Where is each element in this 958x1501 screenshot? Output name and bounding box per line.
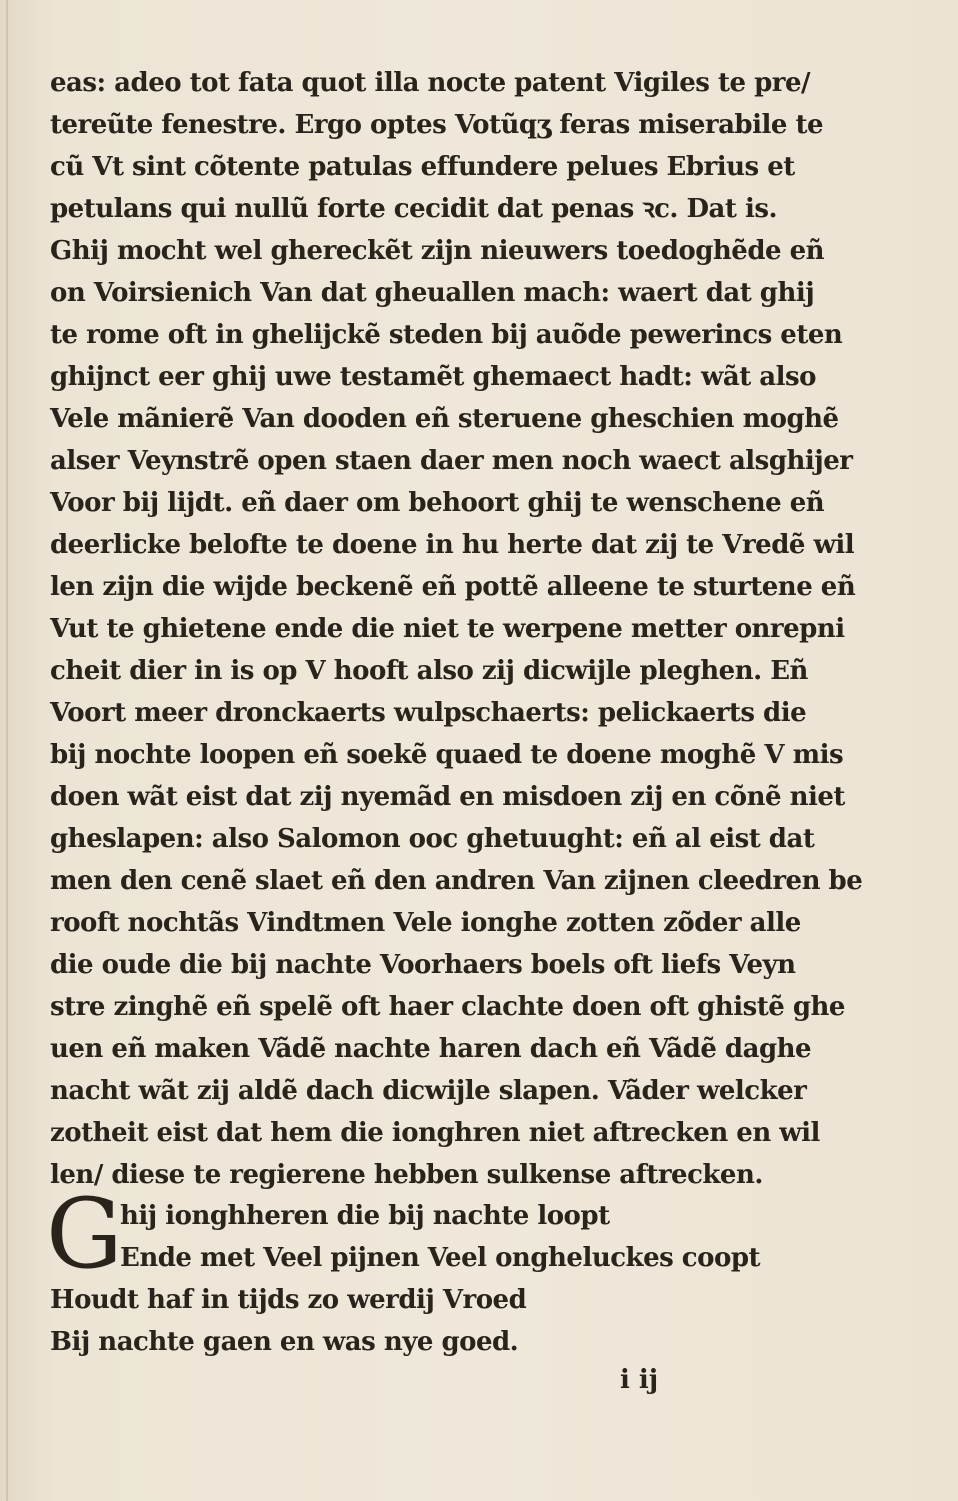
signature-mark: i ij	[620, 1365, 659, 1395]
verse-block	[50, 1195, 810, 1363]
text-line: men den cenẽ slaet eñ den andren Van zijnen cleedren be	[50, 866, 863, 896]
text-line: Vele mãnierẽ Van dooden eñ steruene gheschien moghẽ	[50, 404, 839, 434]
page-gutter	[6, 0, 8, 1501]
verse-line: Ende met Veel pijnen Veel ongheluckes coopt	[120, 1243, 761, 1273]
text-line: cũ Vt sint cõtente patulas effundere pelues Ebrius et	[50, 152, 795, 182]
text-line: nacht wãt zij aldẽ dach dicwijle slapen. Vãder welcker	[50, 1076, 807, 1106]
text-line: len/ diese te regierene hebben sulkense aftrecken.	[50, 1160, 763, 1190]
text-line: uen eñ maken Vãdẽ nachte haren dach eñ Vãdẽ daghe	[50, 1034, 812, 1064]
decorated-initial: G	[46, 1178, 123, 1290]
text-line: eas: adeo tot fata quot illa nocte patent Vigiles te pre/	[50, 68, 811, 98]
text-line: alser Veynstrẽ open staen daer men noch waect alsghijer	[50, 446, 853, 476]
text-line: doen wãt eist dat zij nyemãd en misdoen zij en cõnẽ niet	[50, 782, 845, 812]
verse-line: hij ionghheren die bij nachte loopt	[120, 1201, 610, 1231]
text-line: stre zinghẽ eñ spelẽ oft haer clachte doen oft ghistẽ ghe	[50, 992, 845, 1022]
text-line: zotheit eist dat hem die ionghren niet aftrecken en wil	[50, 1118, 820, 1148]
text-line: deerlicke belofte te doene in hu herte dat zij te Vredẽ wil	[50, 530, 855, 560]
text-line: Voor bij lijdt. eñ daer om behoort ghij te wenschene eñ	[50, 488, 825, 518]
verse-line: Houdt haf in tijds zo werdij Vroed	[50, 1285, 527, 1315]
text-line: rooft nochtãs Vindtmen Vele ionghe zotten zõder alle	[50, 908, 801, 938]
text-line: te rome oft in ghelijckẽ steden bij auõde pewerincs eten	[50, 320, 843, 350]
text-line: ghijnct eer ghij uwe testamẽt ghemaect hadt: wãt also	[50, 362, 816, 392]
text-line: die oude die bij nachte Voorhaers boels oft liefs Veyn	[50, 950, 796, 980]
body-text	[50, 62, 863, 1196]
verse-line: Bij nachte gaen en was nye goed.	[50, 1327, 519, 1357]
text-line: petulans qui nullũ forte cecidit dat penas ꝛc. Dat is.	[50, 194, 778, 224]
text-line: Vut te ghietene ende die niet te werpene metter onrepni	[50, 614, 845, 644]
text-line: cheit dier in is op V hooft also zij dicwijle pleghen. Eñ	[50, 656, 808, 686]
text-line: len zijn die wijde beckenẽ eñ pottẽ alleene te sturtene eñ	[50, 572, 856, 602]
text-line: tereũte fenestre. Ergo optes Votũqʒ feras miserabile te	[50, 110, 824, 140]
text-line: gheslapen: also Salomon ooc ghetuught: eñ al eist dat	[50, 824, 815, 854]
text-line: Voort meer dronckaerts wulpschaerts: pelickaerts die	[50, 698, 807, 728]
text-line: on Voirsienich Van dat gheuallen mach: waert dat ghij	[50, 278, 815, 308]
text-line: bij nochte loopen eñ soekẽ quaed te doene moghẽ V mis	[50, 740, 844, 770]
text-line: Ghij mocht wel ghereckẽt zijn nieuwers toedoghẽde eñ	[50, 236, 825, 266]
